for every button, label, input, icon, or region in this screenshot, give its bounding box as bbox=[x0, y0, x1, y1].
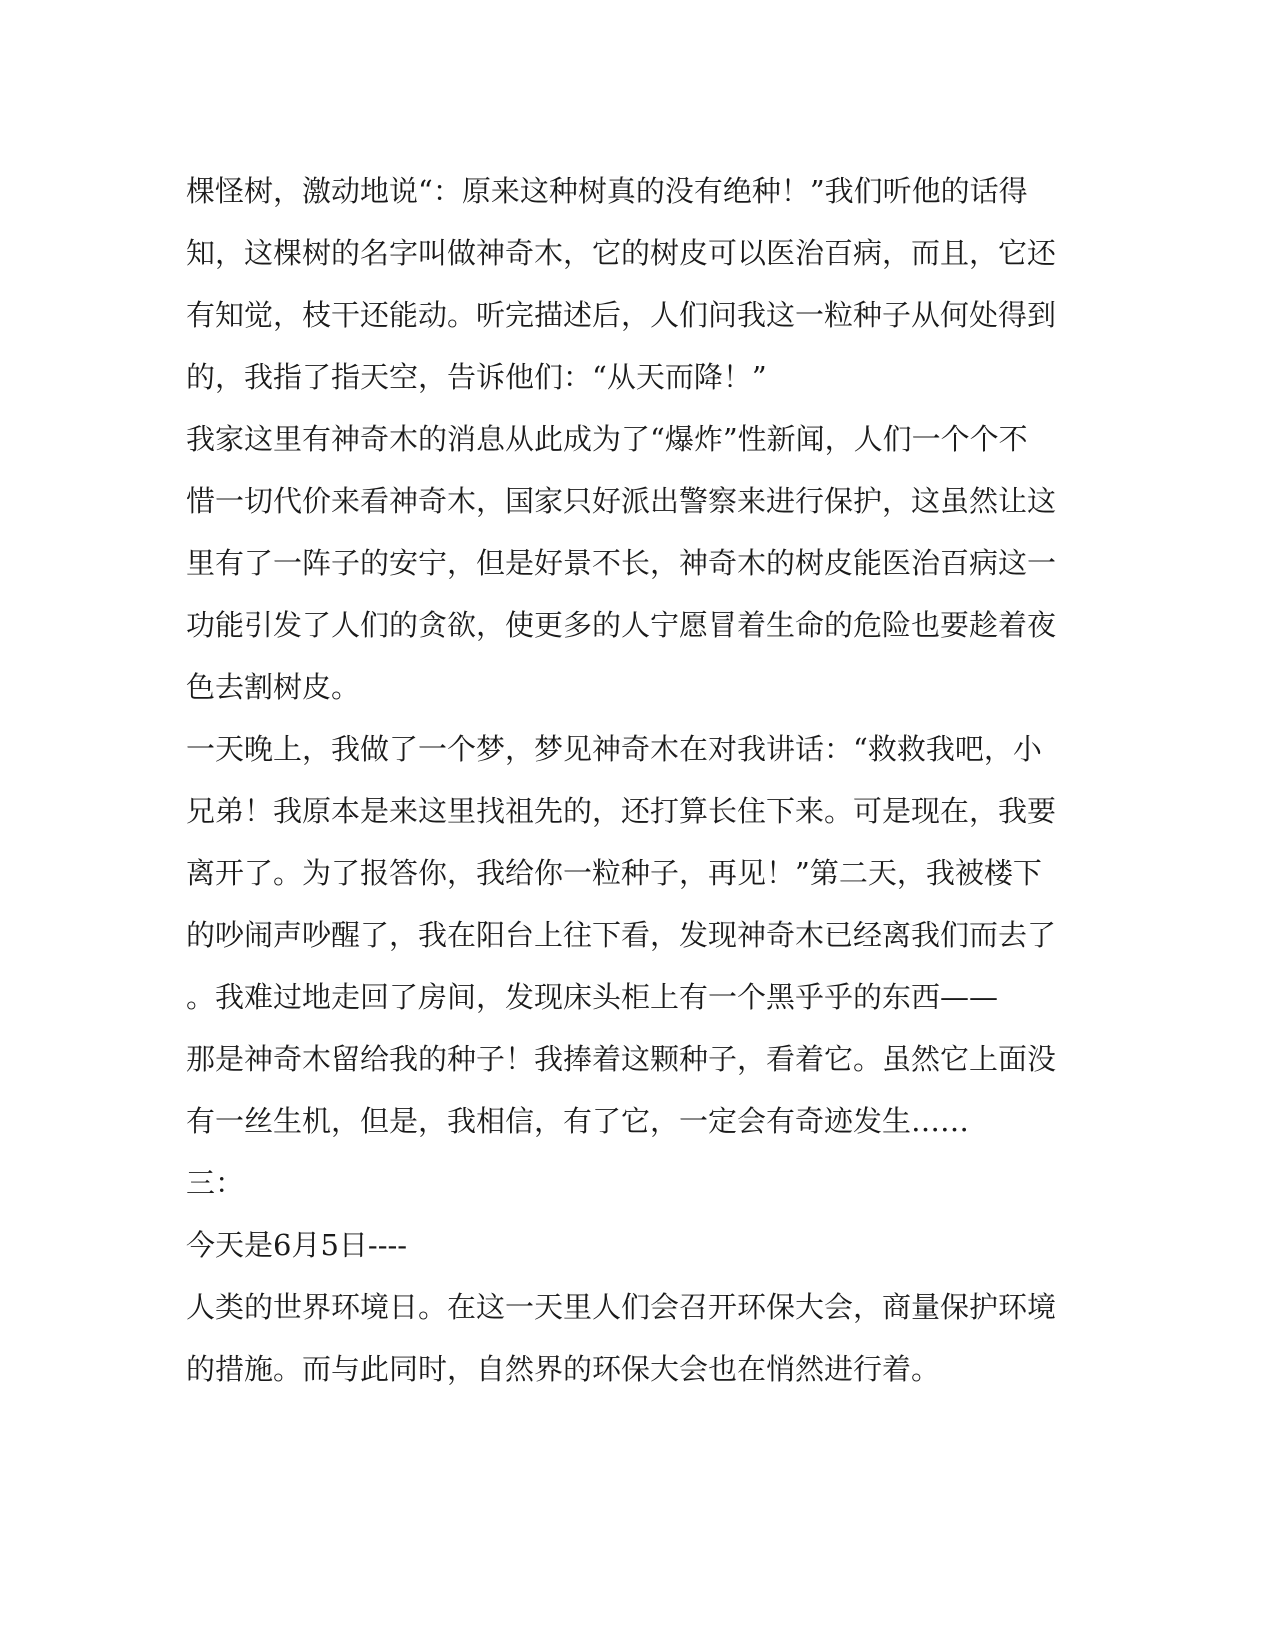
text-line: 棵怪树，激动地说“：原来这种树真的没有绝种！”我们听他的话得 bbox=[186, 174, 1028, 208]
text-line: 那是神奇木留给我的种子！我捧着这颗种子，看着它。虽然它上面没 bbox=[186, 1042, 1057, 1076]
text-line: 有知觉，枝干还能动。听完描述后，人们问我这一粒种子从何处得到 bbox=[186, 298, 1057, 332]
text-line: 色去割树皮。 bbox=[186, 670, 361, 704]
text-line: 。我难过地走回了房间，发现床头柜上有一个黑乎乎的东西—— bbox=[186, 980, 999, 1014]
text-line: 的措施。而与此同时，自然界的环保大会也在悄然进行着。 bbox=[186, 1352, 941, 1386]
text-line: 人类的世界环境日。在这一天里人们会召开环保大会，商量保护环境 bbox=[186, 1290, 1057, 1324]
text-line: 知，这棵树的名字叫做神奇木，它的树皮可以医治百病，而且，它还 bbox=[186, 236, 1057, 270]
text-line: 功能引发了人们的贪欲，使更多的人宁愿冒着生命的危险也要趁着夜 bbox=[186, 608, 1057, 642]
text-line: 有一丝生机，但是，我相信，有了它，一定会有奇迹发生…… bbox=[186, 1104, 970, 1138]
text-line: 今天是6月5日---- bbox=[186, 1228, 408, 1262]
text-line: 我家这里有神奇木的消息从此成为了“爆炸”性新闻，人们一个个不 bbox=[186, 422, 1028, 456]
body-text bbox=[186, 160, 1066, 1400]
text-line: 一天晚上，我做了一个梦，梦见神奇木在对我讲话：“救救我吧，小 bbox=[186, 732, 1042, 766]
text-line: 惜一切代价来看神奇木，国家只好派出警察来进行保护，这虽然让这 bbox=[186, 484, 1057, 518]
text-line: 的，我指了指天空，告诉他们：“从天而降！” bbox=[186, 360, 767, 394]
text-line: 兄弟！我原本是来这里找祖先的，还打算长住下来。可是现在，我要 bbox=[186, 794, 1057, 828]
text-line: 离开了。为了报答你，我给你一粒种子，再见！”第二天，我被楼下 bbox=[186, 856, 1042, 890]
text-line: 的吵闹声吵醒了，我在阳台上往下看，发现神奇木已经离我们而去了 bbox=[186, 918, 1057, 952]
section-heading: 三： bbox=[186, 1166, 245, 1200]
text-line: 里有了一阵子的安宁，但是好景不长，神奇木的树皮能医治百病这一 bbox=[186, 546, 1057, 580]
